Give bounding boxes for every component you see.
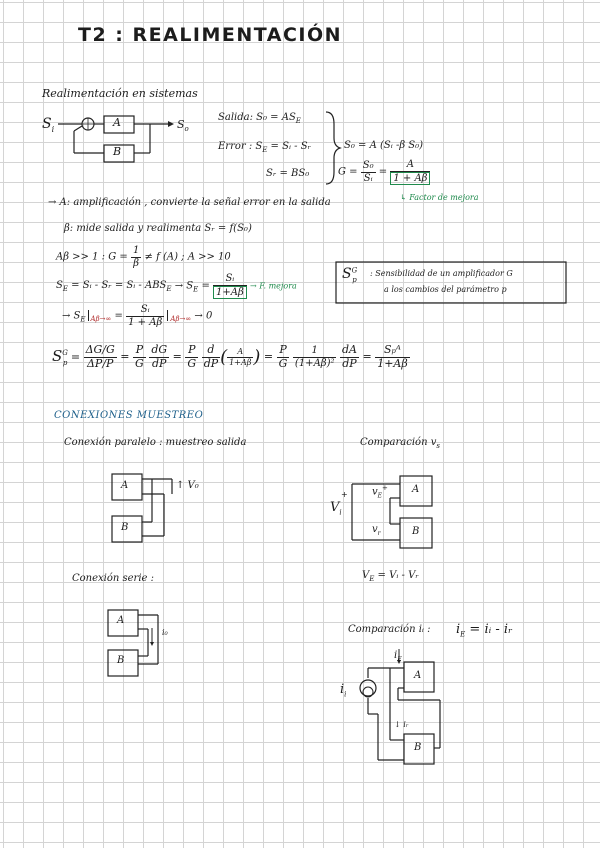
so-label: $S_o$ — [177, 118, 189, 134]
block-b-label: B — [113, 145, 122, 158]
error-eq: Error : $S_E$ = Sᵢ - Sᵣ — [218, 141, 312, 154]
sensitivity-expansion: $S^G_p$ = $\frac{\Delta G/G}{\Delta P/P}$ = $\frac{P}{G}$ $\frac{dG}{dP}$ = $\frac{P}{G}$ $\frac{d}{dP}$ ( $\frac{A}{1+A\beta}$ ) = $\frac{P}{G}$ $\frac{1}{\text{(1+Aβ)²}}$ $\frac{dA}{dP}$ = $\frac{\text{Sₚᴬ}}{1+A\beta}$ — [52, 343, 408, 370]
series-block-a: A — [117, 615, 125, 626]
paralelo-label: Conexión paralelo : muestreo salida — [64, 437, 247, 448]
io-label: i₀ — [162, 628, 168, 637]
ii-label: $i_i$ — [340, 682, 347, 699]
plus-sign: + — [341, 490, 348, 499]
sr-eq: Sᵣ = BS₀ — [266, 168, 310, 179]
comp-i-block-b: B — [414, 742, 422, 753]
comp-i-block-a: A — [414, 670, 422, 681]
serie-label: Conexión serie : — [72, 573, 155, 584]
ve-label: $v_E^+$ — [372, 484, 388, 500]
parallel-block-b: B — [121, 522, 129, 533]
parallel-block-a: A — [121, 480, 129, 491]
si-label: $S_i$ — [42, 116, 55, 134]
approx-eq: Aβ >> 1 : G = $\frac{1}{\beta}$ ≠ f (A) ; A >> 10 — [56, 245, 231, 269]
g-equation: G = $\frac{\text{S₀}}{\text{Sᵢ}}$ = $\frac{A}{1 + A\beta}$ — [338, 159, 430, 185]
ie-equation: $i_E$ = iᵢ - iᵣ — [456, 622, 513, 639]
series-block-b: B — [117, 655, 125, 666]
limit-eq: → $S_E$ $_{A\beta\to\infty}$ = $\frac{\text{Sᵢ}}{1 + A\beta}$ $_{A\beta\to\infty}$ → 0 — [62, 304, 213, 328]
a-description: → A: amplificación , convierte la señal error en la salida — [48, 197, 331, 208]
sens-box-line1: : Sensibilidad de un amplificador G — [370, 269, 513, 278]
comp-v-block-a: A — [412, 484, 420, 495]
factor-mejora-note: ↳ Factor de mejora — [400, 193, 479, 202]
sens-box-line2: a los cambios del parámetro p — [384, 285, 507, 294]
salida-eq: Salida: $S_0 = AS_E$ — [218, 112, 301, 125]
beta-description: β: mide salida y realimenta Sᵣ = f(S₀) — [64, 223, 252, 234]
ie-top-label: $i_E$ — [394, 650, 402, 663]
vr-label: $v_r$ — [372, 524, 381, 537]
page-title: T2 : REALIMENTACIÓN — [78, 24, 343, 46]
vo-label: ↑ V₀ — [176, 480, 199, 491]
se-eq: $S_E$ = Sᵢ - Sᵣ = Sᵢ - $ABS_E \to S_E$ = $\frac{\text{Sᵢ}}{1+A\beta}$ → F. mejora — [56, 273, 297, 298]
sens-symbol: $S^G_p$ — [342, 266, 358, 284]
section-heading-realimentacion: Realimentación en sistemas — [42, 87, 198, 100]
ir-label: ↓ iᵣ — [394, 720, 409, 729]
section-heading-conexiones: CONEXIONES MUESTREO — [54, 410, 204, 421]
comp-v-block-b: B — [412, 526, 420, 537]
so-eq: S₀ = A (Sᵢ -β S₀) — [344, 140, 424, 151]
ve-equation: $V_E$ = Vᵢ - Vᵣ — [362, 570, 419, 583]
comparacion-i-label: Comparación iᵢ : — [348, 624, 431, 635]
comparacion-v-label: Comparación $v_s$ — [360, 437, 440, 450]
block-a-label: A — [113, 116, 121, 129]
vi-label: $V_i$ — [330, 500, 342, 517]
